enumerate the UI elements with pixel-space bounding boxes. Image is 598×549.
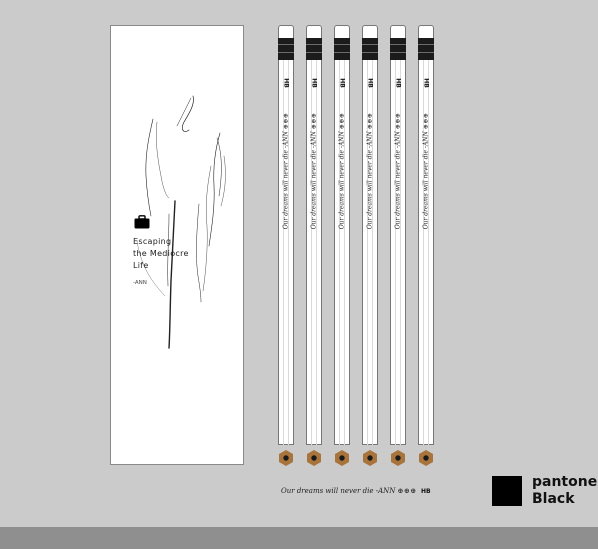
card-title-line: Life	[133, 261, 149, 270]
pencil-ferrule	[278, 38, 294, 60]
briefcase-icon	[134, 214, 150, 228]
pencil	[334, 25, 350, 445]
pencil-tip-icon	[305, 449, 323, 467]
pencil-tip-icon	[361, 449, 379, 467]
print-label-grade: HB	[421, 488, 431, 495]
pencil-grade: HB	[338, 78, 346, 88]
pencil	[418, 25, 434, 445]
pencil	[362, 25, 378, 445]
pantone-line1: pantone	[532, 474, 598, 490]
pencil-cap	[306, 25, 322, 39]
pencil-slogan: Our dreams will never die -ANN ⊕⊕⊕	[282, 112, 290, 230]
pencil-tip-icon	[417, 449, 435, 467]
pencil-ferrule	[334, 38, 350, 60]
print-label: Our dreams will never die -ANN ⊕⊕⊕	[281, 487, 417, 495]
pencil-grade: HB	[282, 78, 290, 88]
pencil-tip-icon	[389, 449, 407, 467]
pencil-cap	[362, 25, 378, 39]
pencil-cap	[334, 25, 350, 39]
bottom-bar	[0, 527, 598, 549]
pencil-grade: HB	[422, 78, 430, 88]
pencil-slogan: Our dreams will never die -ANN ⊕⊕⊕	[338, 112, 346, 230]
card-title	[133, 236, 223, 272]
pencil-cap	[418, 25, 434, 39]
pencil-ferrule	[390, 38, 406, 60]
card-author: -ANN	[133, 280, 147, 286]
pencil-tip-icon	[333, 449, 351, 467]
pencil-grade: HB	[366, 78, 374, 88]
pencil-slogan: Our dreams will never die -ANN ⊕⊕⊕	[366, 112, 374, 230]
pencil	[306, 25, 322, 445]
pencil-slogan: Our dreams will never die -ANN ⊕⊕⊕	[310, 112, 318, 230]
bookmark-card	[110, 25, 244, 465]
pencil-ferrule	[418, 38, 434, 60]
pantone-line2: Black	[532, 491, 575, 507]
card-title-line: Escaping	[133, 237, 172, 246]
pencil-ferrule	[362, 38, 378, 60]
pencil-ferrule	[306, 38, 322, 60]
card-title-line: the Mediocre	[133, 249, 189, 258]
pencil-grade: HB	[394, 78, 402, 88]
pencil-slogan: Our dreams will never die -ANN ⊕⊕⊕	[394, 112, 402, 230]
color-swatch	[492, 476, 522, 506]
pencil-tip-icon	[277, 449, 295, 467]
pencil-cap	[390, 25, 406, 39]
pencil	[390, 25, 406, 445]
pencil-slogan: Our dreams will never die -ANN ⊕⊕⊕	[422, 112, 430, 230]
pencil-cap	[278, 25, 294, 39]
pencil-grade: HB	[310, 78, 318, 88]
pencil	[278, 25, 294, 445]
pantone-label	[532, 474, 597, 508]
